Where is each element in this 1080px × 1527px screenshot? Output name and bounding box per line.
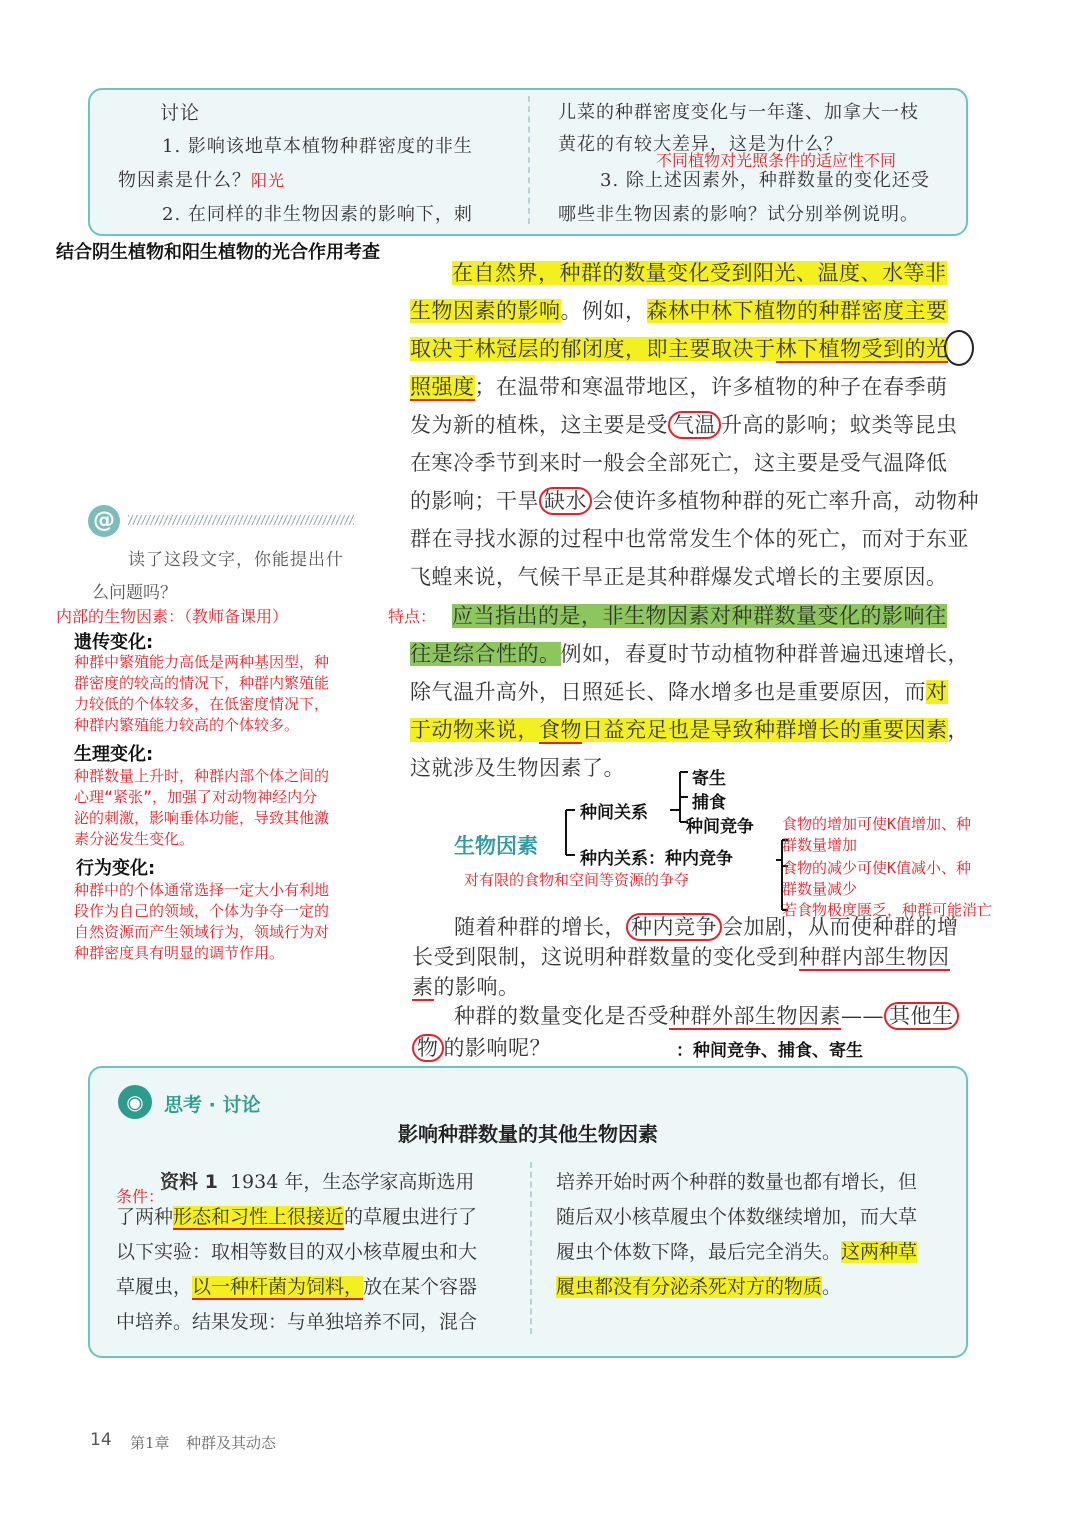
diagram-predation: 捕食 xyxy=(692,793,726,813)
chapter-label: 第1章 xyxy=(130,1434,170,1452)
discussion-q2-cont1: 儿菜的种群密度变化与一年蓬、加拿大一枝 xyxy=(558,102,919,123)
bulb-icon: ◉ xyxy=(118,1085,152,1119)
chapter-title: 种群及其动态 xyxy=(186,1434,277,1452)
discussion-q2: 2. 在同样的非生物因素的影响下，刺 xyxy=(162,204,473,225)
behavior-title: 行为变化: xyxy=(76,858,156,879)
genetic-text: 种群中繁殖能力高低是两种基因型，种 群密度的较高的情况下，种群内繁殖能 力较低的个体较多，在低密度情况下， 种群内繁殖能力较高的个体较多。 xyxy=(74,653,330,734)
q1-answer: 阳光 xyxy=(251,171,286,190)
paragraph-2: 应当指出的是，非生物因素对种群数量变化的影响往 往是综合性的。例如，春夏时节动植物种群普遍迅速增长， 除气温升高外，日照延长、降水增多也是重要原因，而对 于动物来说，食物日益充足也是导致种群增长的重要因素， 这就涉及生物因素了。 xyxy=(410,604,969,780)
discussion-q1-cont: 物因素是什么？阳光 xyxy=(118,170,286,191)
paragraph-3: 随着种群的增长， 种内竞争 会加剧，从而使种群的增 长受到限制，这说明种群数量的变化受到种群内部生物因 素的影响。 xyxy=(412,915,959,999)
circled-other-organisms: 其他生 xyxy=(884,1002,959,1030)
diagram-note-2: 食物的减少可使K值减小、种 群数量减少 xyxy=(782,859,972,898)
genetic-title: 遗传变化: xyxy=(74,632,154,653)
exam-note: 结合阴生植物和阳生植物的光合作用考查 xyxy=(56,242,380,263)
diagram-interspecific: 种间关系 xyxy=(580,803,648,823)
feature-tag: 特点： xyxy=(388,607,437,626)
physio-title: 生理变化: xyxy=(74,744,154,765)
think-prompt-line1: 读了这段文字，你能提出什 xyxy=(128,550,344,570)
circled-water: 缺水 xyxy=(539,487,592,515)
diagram-parasitism: 寄生 xyxy=(692,769,726,789)
circled-intra-competition: 种内竞争 xyxy=(626,913,722,941)
page-number: 14 xyxy=(90,1430,112,1450)
question-icon: @ xyxy=(88,505,120,537)
diagram-root: 生物因素 xyxy=(454,834,538,858)
paragraph-1: 在自然界，种群的数量变化受到阳光、温度、水等非 生物因素的影响。例如，森林中林下植物的种群密度主要 取决于林冠层的郁闭度，即主要取决于林下植物受到的光 照强度；在温带和寒温带地区，许多植物的种子在春季萌 发为新的植株，这主要是受 气温 升高的影响；蚊类等昆虫 在寒冷季节到来时一般会全部死亡，这主要是受气温降低 的影响；干旱 缺水 会使许多植物种群的死亡率升高，动物种 群在寻找水源的过程中也常常发生个体的死亡，而对于东亚 飞蝗来说，气候干旱正是其种群爆发式增长的主要原因。 xyxy=(410,261,979,589)
diagram-note-3: 若食物极度匮乏，种群可能消亡 xyxy=(782,901,993,919)
discussion-q1: 1. 影响该地草本植物种群密度的非生 xyxy=(162,136,473,157)
physio-text: 种群数量上升时，种群内部个体之间的 心理“紧张”，加强了对动物神经内分 泌的刺激，影响垂体功能，导致其他激 素分泌发生变化。 xyxy=(74,767,330,848)
paragraph-4: 种群的数量变化是否受种群外部生物因素—— 其他生 物 的影响呢？ xyxy=(412,1000,982,1064)
internal-heading: 内部的生物因素：（教师备课用） xyxy=(56,607,289,626)
diagram-intra-note: 对有限的食物和空间等资源的争夺 xyxy=(464,871,690,889)
circle-mark xyxy=(944,330,974,366)
diagram-competition: 种间竞争 xyxy=(686,817,754,837)
discussion-q2-cont2: 黄花的有较大差异，这是为什么？ xyxy=(558,134,843,155)
para4-answer: ：种间竞争、捕食、寄生 xyxy=(676,1041,863,1061)
condition-tag: 条件： xyxy=(116,1187,165,1206)
dotted-rule xyxy=(128,515,354,525)
behavior-text: 种群中的个体通常选择一定大小有利地 段作为自己的领域，个体为争夺一定的 自然资源而产生领域行为，领域行为对 种群密度具有明显的调节作用。 xyxy=(74,881,330,962)
material-1-left: 资料 1 1934 年，生态学家高斯选用 了两种形态和习性上很接近的草履虫进行了 以下实验：取相等数目的双小核草履虫和大 草履虫，以一种杆菌为饲料，放在某个容器 中培养。结果发现：与单独培养不同，混合 xyxy=(116,1171,478,1333)
discussion-title: 讨论 xyxy=(160,102,201,124)
material-1-right: 培养开始时两个种群的数量也都有增长，但 随后双小核草履虫个体数继续增加，而大草 履虫个体数下降，最后完全消失。这两种草 履虫都没有分泌杀死对方的物质。 xyxy=(556,1171,918,1298)
discussion-q3: 3. 除上述因素外，种群数量的变化还受 xyxy=(600,170,930,191)
circled-temperature: 气温 xyxy=(668,411,721,439)
diagram-note-1: 食物的增加可使K值增加、种 群数量增加 xyxy=(782,815,972,854)
column-divider xyxy=(528,96,530,224)
discussion-q3-cont: 哪些非生物因素的影响？试分别举例说明。 xyxy=(558,204,919,225)
diagram-intraspecific: 种内关系：种内竞争 xyxy=(580,849,733,869)
thinking-title: 影响种群数量的其他生物因素 xyxy=(398,1122,658,1146)
thinking-label: 思考 · 讨论 xyxy=(164,1094,261,1116)
column-divider xyxy=(530,1162,532,1334)
q2-answer: 不同植物对光照条件的适应性不同 xyxy=(656,151,897,170)
think-prompt-line2: 么问题吗？ xyxy=(92,583,177,603)
